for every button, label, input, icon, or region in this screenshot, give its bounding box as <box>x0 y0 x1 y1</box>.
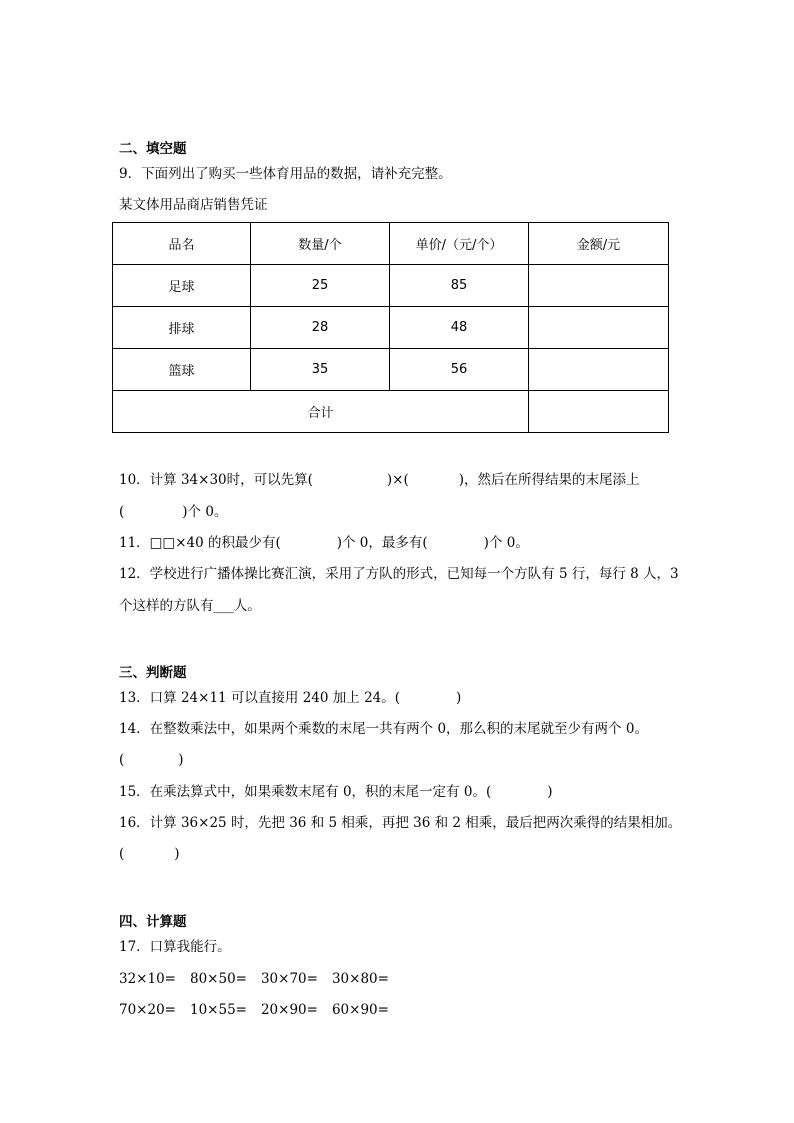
question-13 <box>119 692 461 706</box>
calc-row-1 <box>119 973 403 987</box>
q16-open-paren: ( <box>119 846 125 862</box>
q11-text-a: 11．□□×40 的积最少有( <box>119 535 281 551</box>
calc-item: 60×90= <box>331 1002 389 1018</box>
q10-text-e: )个 0。 <box>182 504 228 520</box>
q15-close-paren: ) <box>547 784 553 800</box>
question-16-answer <box>119 848 180 862</box>
q10-text-a: 10．计算 34×30时，可以先算( <box>119 472 313 488</box>
q16-close-paren: ) <box>174 846 180 862</box>
table-row <box>113 265 669 307</box>
question-16: 16．计算 36×25 时，先把 36 和 5 相乘，再把 36 和 2 相乘，最后把两次乘得的结果相加。 <box>119 815 682 831</box>
calc-item: 30×80= <box>331 971 389 987</box>
question-11 <box>119 537 529 551</box>
q12-text-b: 人。 <box>233 598 261 614</box>
table-row <box>113 349 669 391</box>
cell-unit-price: 48 <box>390 307 529 349</box>
q15-text: 15．在乘法算式中，如果乘数末尾有 0，积的末尾一定有 0。( <box>119 784 492 800</box>
calc-item: 80×50= <box>189 971 247 987</box>
q10-text-c: )，然后在所得结果的末尾添上 <box>458 472 640 488</box>
table-row <box>113 307 669 349</box>
question-9-text: 9．下面列出了购买一些体育用品的数据，请补充完整。 <box>119 166 452 182</box>
calc-item: 20×90= <box>260 1002 318 1018</box>
cell-item-name: 排球 <box>113 307 251 349</box>
q12-text-a: 个这样的方队有 <box>119 598 214 614</box>
section-heading-calculation: 四、计算题 <box>119 914 187 930</box>
total-amount-blank[interactable] <box>529 391 669 433</box>
cell-unit-price: 56 <box>390 349 529 391</box>
table-header-row <box>113 223 669 265</box>
question-17: 17．口算我能行。 <box>119 939 231 955</box>
question-10-line2 <box>119 506 227 520</box>
sales-receipt-table <box>112 222 669 433</box>
table-caption: 某文体用品商店销售凭证 <box>119 197 268 213</box>
cell-item-name: 篮球 <box>113 349 251 391</box>
q13-text: 13．口算 24×11 可以直接用 240 加上 24。( <box>119 690 401 706</box>
cell-quantity: 35 <box>251 349 390 391</box>
cell-amount-blank[interactable] <box>529 307 669 349</box>
question-12-line2 <box>119 600 261 614</box>
calc-row-2 <box>119 1004 403 1018</box>
question-10-line1 <box>119 474 640 488</box>
question-12-line1: 12．学校进行广播体操比赛汇演，采用了方队的形式，已知每一个方队有 5 行，每行 8 人，3 <box>119 566 679 582</box>
q11-text-c: )个 0。 <box>483 535 529 551</box>
table-total-row <box>113 391 669 433</box>
calc-item: 32×10= <box>119 971 176 987</box>
cell-quantity: 28 <box>251 307 390 349</box>
header-quantity: 数量/个 <box>251 223 390 265</box>
q10-text-d: ( <box>119 504 125 520</box>
section-heading-true-false: 三、判断题 <box>119 665 187 681</box>
question-14: 14．在整数乘法中，如果两个乘数的末尾一共有两个 0，那么积的末尾就至少有两个 0。 <box>119 721 648 737</box>
q14-close-paren: ) <box>178 752 184 768</box>
q12-answer-blank[interactable]: ___ <box>213 598 234 614</box>
section-heading-fill-blank: 二、填空题 <box>119 141 187 157</box>
total-label: 合计 <box>113 391 529 433</box>
question-15 <box>119 786 553 800</box>
q13-close-paren: ) <box>456 690 462 706</box>
calc-item: 30×70= <box>260 971 318 987</box>
cell-quantity: 25 <box>251 265 390 307</box>
header-unit-price: 单价/（元/个） <box>390 223 529 265</box>
cell-amount-blank[interactable] <box>529 349 669 391</box>
question-14-answer <box>119 754 184 768</box>
q10-text-b: )×( <box>386 472 409 488</box>
cell-item-name: 足球 <box>113 265 251 307</box>
q11-text-b: )个 0，最多有( <box>336 535 428 551</box>
header-amount: 金额/元 <box>529 223 669 265</box>
header-item-name: 品名 <box>113 223 251 265</box>
calc-item: 10×55= <box>189 1002 247 1018</box>
cell-unit-price: 85 <box>390 265 529 307</box>
cell-amount-blank[interactable] <box>529 265 669 307</box>
calc-item: 70×20= <box>119 1002 176 1018</box>
q14-open-paren: ( <box>119 752 125 768</box>
